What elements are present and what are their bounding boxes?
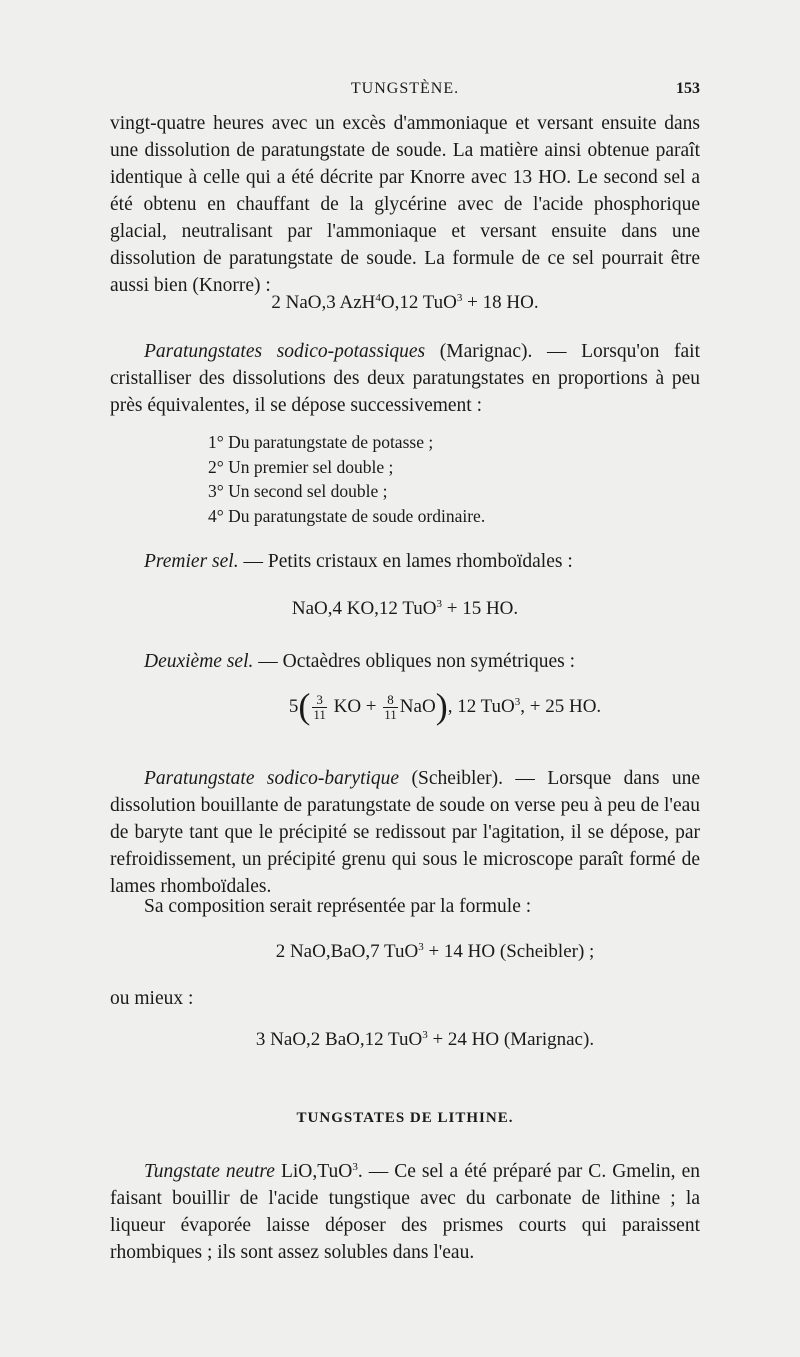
running-header bbox=[110, 80, 700, 104]
section-heading-italic: Deuxième sel. bbox=[144, 651, 254, 672]
formula-premier-sel: NaO,4 KO,12 TuO$^3$ + 15 HO. bbox=[291, 598, 519, 619]
list-item: 3° Un second sel double ; bbox=[208, 481, 388, 501]
paragraph-premier-sel: Premier sel. — Petits cristaux en lames rhomboïdales : bbox=[144, 551, 573, 572]
list-item: 1° Du paratungstate de potasse ; bbox=[208, 432, 434, 452]
paragraph-continued: vingt-quatre heures avec un excès d'ammoniaque et versant ensuite dans une dissolution de paratungstate de soude. La matière ainsi obtenue paraît identique à celle qui a été décrite par Knorre avec 13 HO. Le second sel a été obtenu en chauffant de la glycérine avec de l'acide phosphorique glacial, neutralisant par l'ammoniaque et versant ensuite dans une dissolution de paratungstate de soude. La formule de ce sel pourrait être aussi bien (Knorre) : bbox=[110, 113, 700, 296]
paragraph-sodico-barytique: Paratungstate sodico-barytique (Scheibler). — Lorsque dans une dissolution bouillante de paratungstate de soude on verse peu à peu de l'eau de baryte tant que le précipité se redissout par l'agitation, il se dépose, par refroidissement, un précipité grenu qui sous le microscope paraît formé de lames rhomboïdales. bbox=[110, 768, 700, 897]
list-item: 2° Un premier sel double ; bbox=[208, 456, 394, 477]
formula-ammonium-salt: 2 NaO,3 AzH$^4$O,12 TuO$^3$ + 18 HO. bbox=[271, 292, 539, 313]
section-heading-italic: Paratungstates sodico-potassiques bbox=[144, 341, 426, 362]
formula-scheibler: 2 NaO,BaO,7 TuO$^3$ + 14 HO (Scheibler) ; bbox=[275, 941, 595, 962]
formula-deuxieme-sel: 5( $\frac{3}{11}$ KO + $\frac{8}{11}$ NaO), 12 TuO$^3$, + 25 HO. bbox=[288, 685, 602, 726]
paragraph-sodico-potassiques: Paratungstates sodico-potassiques (Marignac). — Lorsqu'on fait cristalliser des dissolutions des deux paratungstates en proportions à peu près équivalentes, il se dépose successivement : bbox=[110, 341, 700, 416]
fraction: $\frac{8}{11}$ bbox=[384, 692, 397, 722]
paragraph-deuxieme-sel: Deuxième sel. — Octaèdres obliques non symétriques : bbox=[144, 651, 576, 672]
formula-marignac: 3 NaO,2 BaO,12 TuO$^3$ + 24 HO (Marignac). bbox=[255, 1029, 595, 1050]
section-heading-italic: Paratungstate sodico-barytique bbox=[144, 768, 400, 789]
section-heading-italic: Tungstate neutre bbox=[144, 1161, 275, 1182]
section-heading-italic: Premier sel. bbox=[144, 551, 239, 572]
running-title: TUNGSTÈNE. bbox=[350, 80, 460, 97]
section-title: TUNGSTATES DE LITHINE. bbox=[296, 1110, 514, 1126]
list-item: 4° Du paratungstate de soude ordinaire. bbox=[208, 505, 486, 526]
fraction: $\frac{3}{11}$ bbox=[313, 692, 326, 722]
deposit-order-list bbox=[208, 430, 485, 528]
page-number: 153 bbox=[676, 80, 700, 97]
paragraph-tungstate-neutre: Tungstate neutre LiO,TuO$^3$. — Ce sel a été préparé par C. Gmelin, en faisant bouillir de l'acide tungstique avec du carbonate de lithine ; la liqueur évaporée laisse déposer des prismes courts qui paraissent rhombiques ; ils sont assez solubles dans l'eau. bbox=[110, 1161, 700, 1263]
paragraph-composition: Sa composition serait représentée par la formule : bbox=[144, 896, 532, 917]
text-ou-mieux: ou mieux : bbox=[110, 988, 194, 1009]
